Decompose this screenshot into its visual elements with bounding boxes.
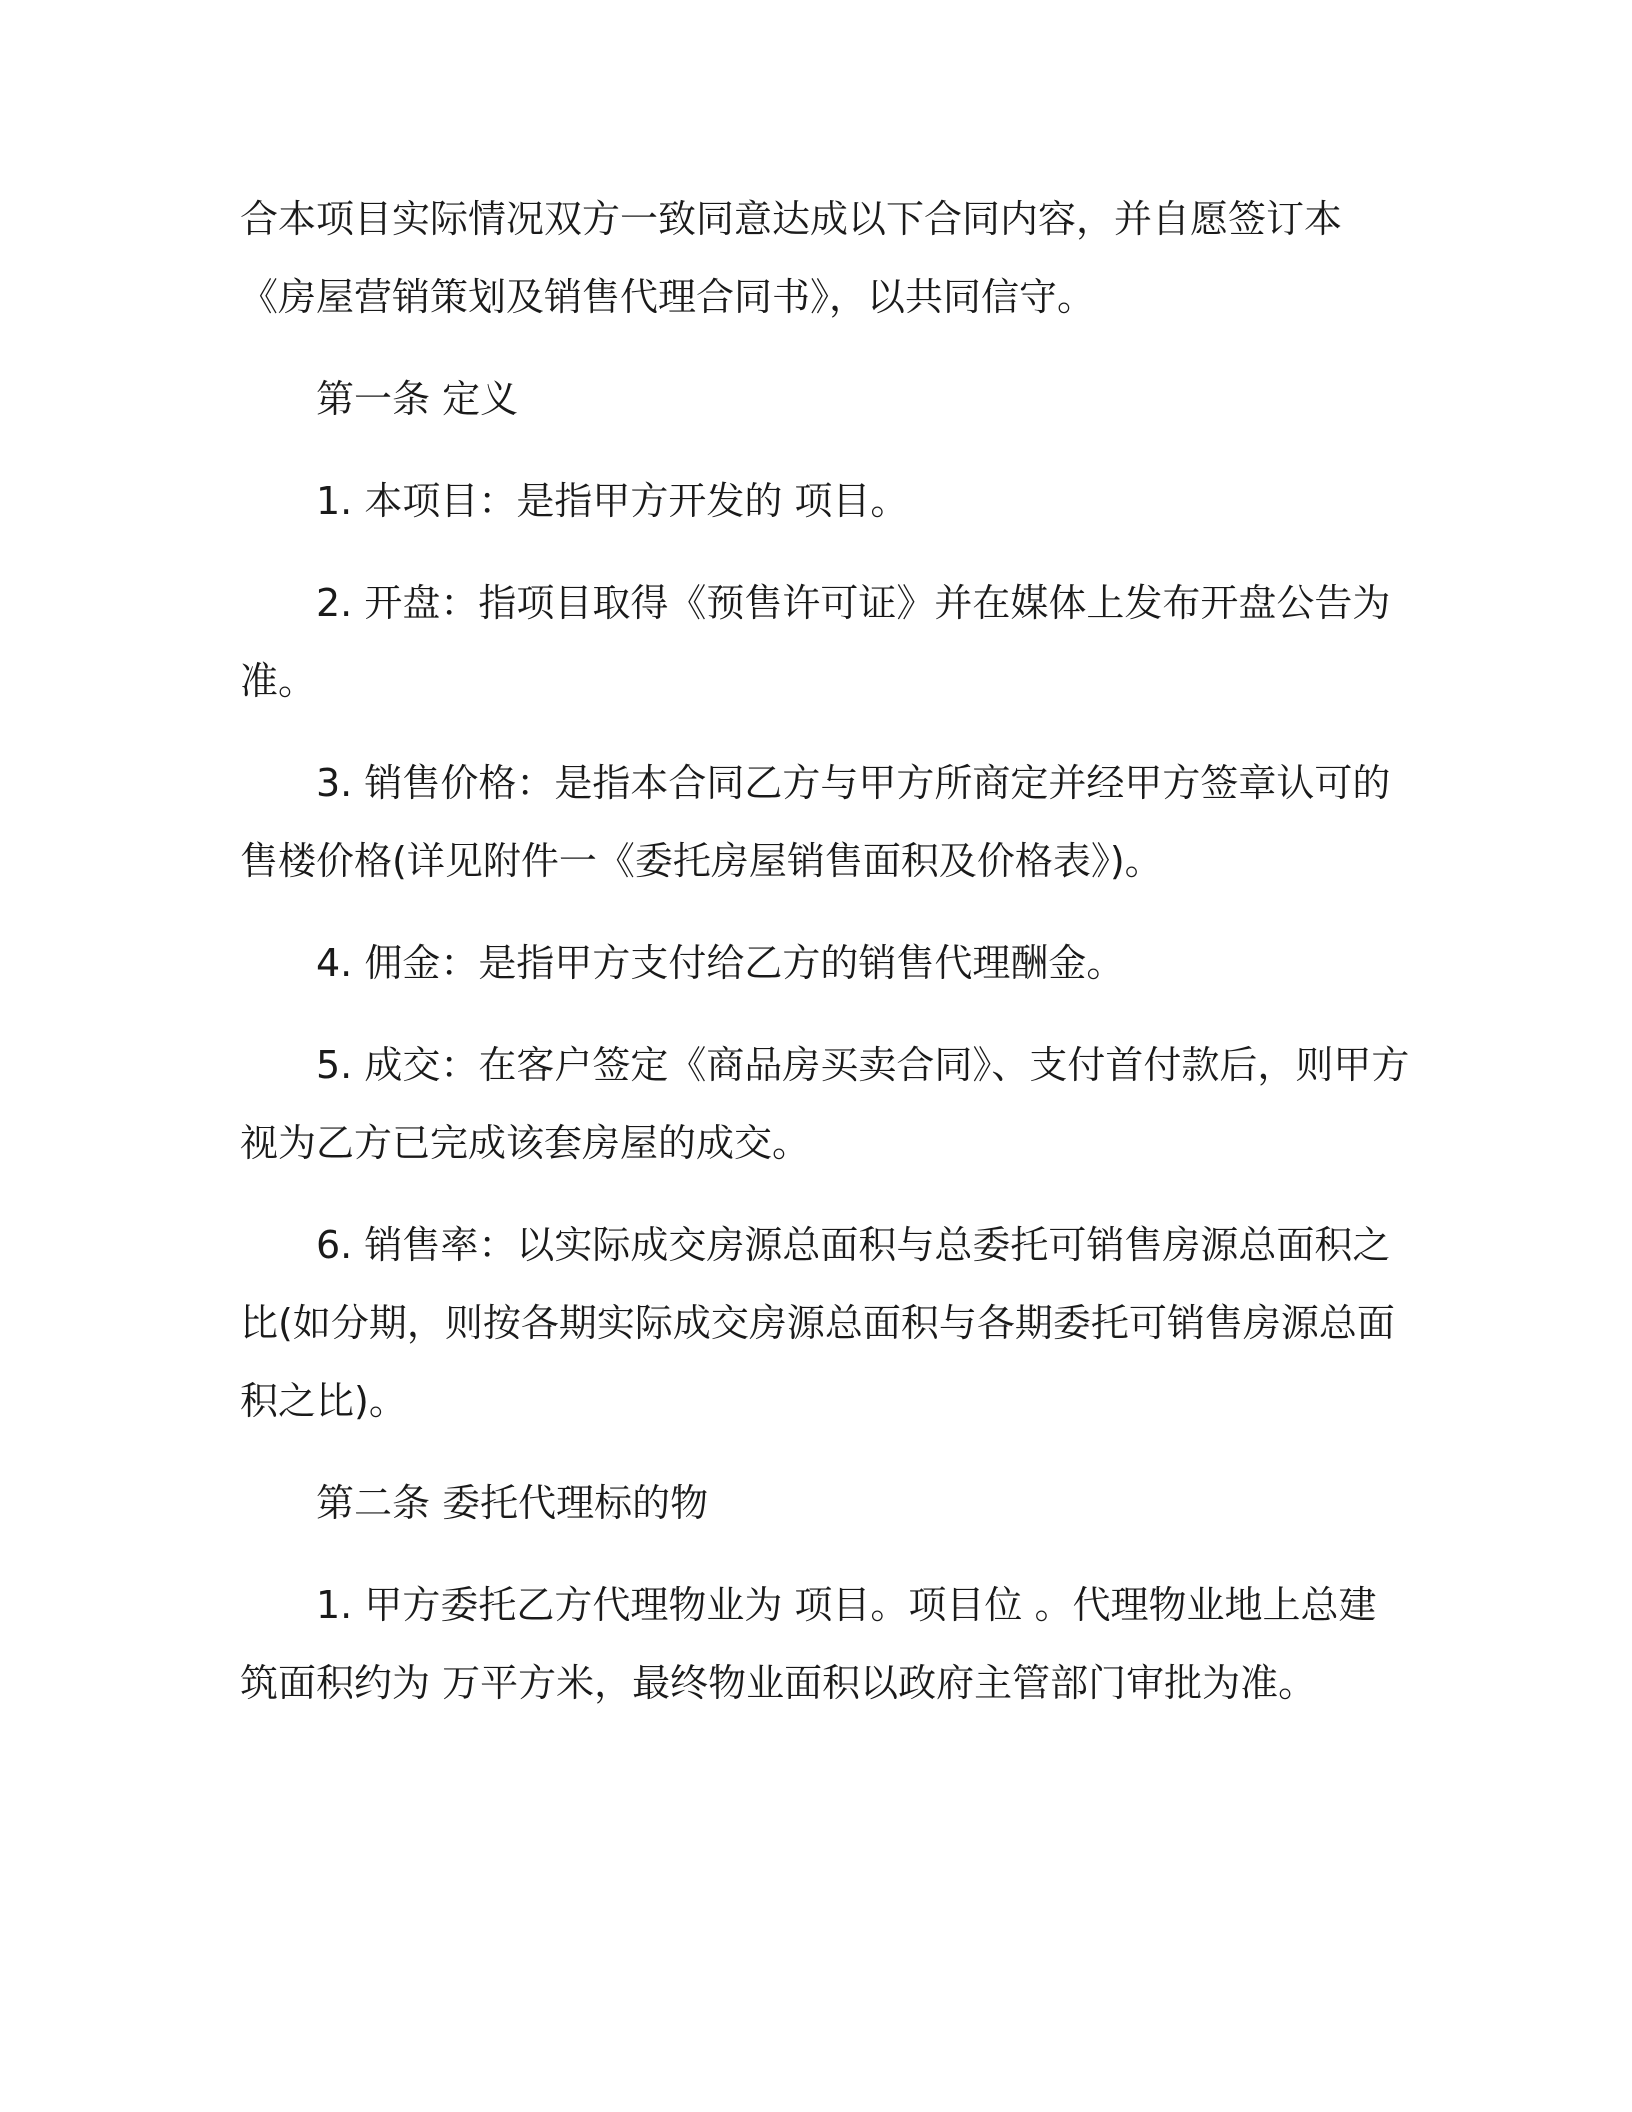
article-2-heading: 第二条 委托代理标的物 [316,1481,709,1525]
definition-item-2: 2. 开盘：指项目取得《预售许可证》并在媒体上发布开盘公告为准。 [240,581,1391,703]
definition-item-5: 5. 成交：在客户签定《商品房买卖合同》、支付首付款后，则甲方视为乙方已完成该套房屋的成交。 [240,1043,1410,1165]
definition-item-6: 6. 销售率：以实际成交房源总面积与总委托可销售房源总面积之比(如分期，则按各期实际成交房源总面积与各期委托可销售房源总面积之比)。 [240,1223,1395,1423]
article-2-item-1: 1. 甲方委托乙方代理物业为 项目。项目位 。代理物业地上总建筑面积约为 万平方米，最终物业面积以政府主管部门审批为准。 [240,1583,1377,1705]
definition-item-1: 1. 本项目：是指甲方开发的 项目。 [316,479,909,523]
paragraph-intro: 合本项目实际情况双方一致同意达成以下合同内容，并自愿签订本《房屋营销策划及销售代理合同书》，以共同信守。 [240,197,1343,319]
document-body [240,180,1410,1746]
definition-item-4: 4. 佣金：是指甲方支付给乙方的销售代理酬金。 [316,941,1125,985]
article-1-heading: 第一条 定义 [316,377,519,421]
definition-item-3: 3. 销售价格：是指本合同乙方与甲方所商定并经甲方签章认可的售楼价格(详见附件一《委托房屋销售面积及价格表》)。 [240,761,1391,883]
